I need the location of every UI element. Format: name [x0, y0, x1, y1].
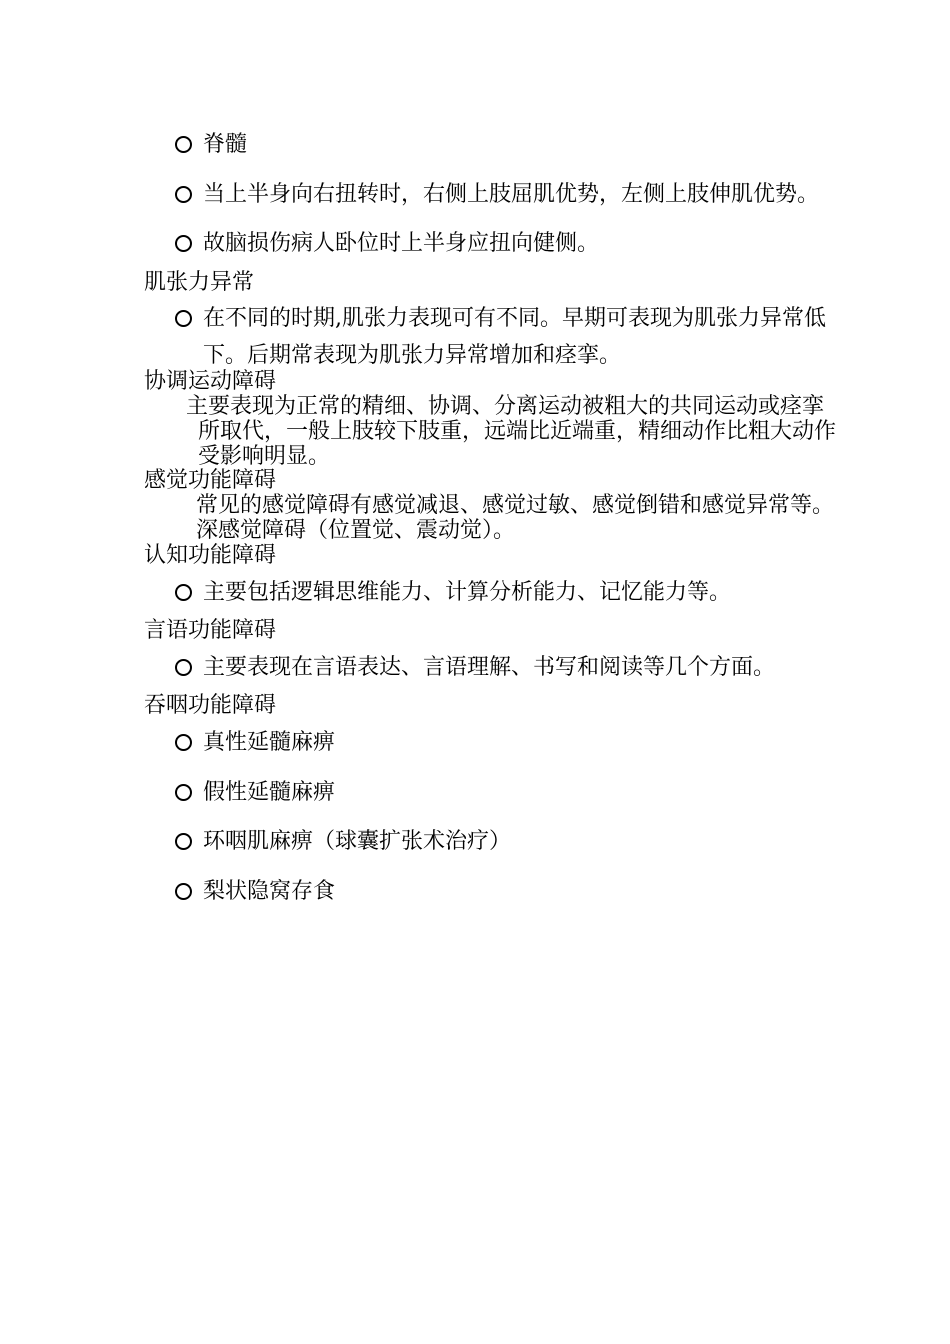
bullet-item-pseudo-bulbar: 假性延髓麻痹	[203, 780, 336, 805]
bullet-circle-icon	[175, 584, 192, 601]
bullet-circle-icon	[175, 659, 192, 676]
bullet-item-speech: 主要表现在言语表达、言语理解、书写和阅读等几个方面。	[203, 655, 776, 680]
bullet-circle-icon	[175, 186, 192, 203]
paragraph-line: 深感觉障碍（位置觉、震动觉）。	[196, 518, 516, 543]
bullet-circle-icon	[175, 310, 192, 327]
bullet-circle-icon	[175, 136, 192, 153]
section-heading-coordination: 协调运动障碍	[144, 369, 277, 394]
bullet-circle-icon	[175, 833, 192, 850]
bullet-circle-icon	[175, 734, 192, 751]
paragraph-line: 常见的感觉障碍有感觉减退、感觉过敏、感觉倒错和感觉异常等。	[196, 493, 835, 518]
bullet-item-twist-right: 当上半身向右扭转时，右侧上肢屈肌优势，左侧上肢伸肌优势。	[203, 182, 820, 207]
bullet-item-muscle-tone-stages: 在不同的时期,肌张力表现可有不同。早期可表现为肌张力异常低	[203, 306, 826, 331]
section-heading-sensory: 感觉功能障碍	[144, 468, 277, 493]
paragraph-line: 主要表现为正常的精细、协调、分离运动被粗大的共同运动或痉挛	[186, 394, 825, 419]
bullet-circle-icon	[175, 883, 192, 900]
paragraph-line: 受影响明显。	[198, 444, 331, 469]
section-heading-muscle-tone: 肌张力异常	[144, 270, 255, 295]
bullet-item-piriform-residue: 梨状隐窝存食	[203, 879, 336, 904]
bullet-item-cognitive: 主要包括逻辑思维能力、计算分析能力、记忆能力等。	[203, 580, 732, 605]
bullet-circle-icon	[175, 784, 192, 801]
bullet-item-continuation: 下。后期常表现为肌张力异常增加和痉挛。	[203, 343, 622, 368]
section-heading-swallowing: 吞咽功能障碍	[144, 693, 277, 718]
bullet-item-spinal-cord: 脊髓	[203, 132, 248, 157]
bullet-item-cricopharyngeal: 环咽肌麻痹（球囊扩张术治疗）	[203, 829, 512, 854]
section-heading-speech: 言语功能障碍	[144, 618, 277, 643]
bullet-item-true-bulbar: 真性延髓麻痹	[203, 730, 336, 755]
paragraph-line: 所取代，一般上肢较下肢重，远端比近端重，精细动作比粗大动作	[198, 419, 837, 444]
bullet-circle-icon	[175, 235, 192, 252]
bullet-item-lying-position: 故脑损伤病人卧位时上半身应扭向健侧。	[203, 231, 600, 256]
section-heading-cognitive: 认知功能障碍	[144, 543, 277, 568]
